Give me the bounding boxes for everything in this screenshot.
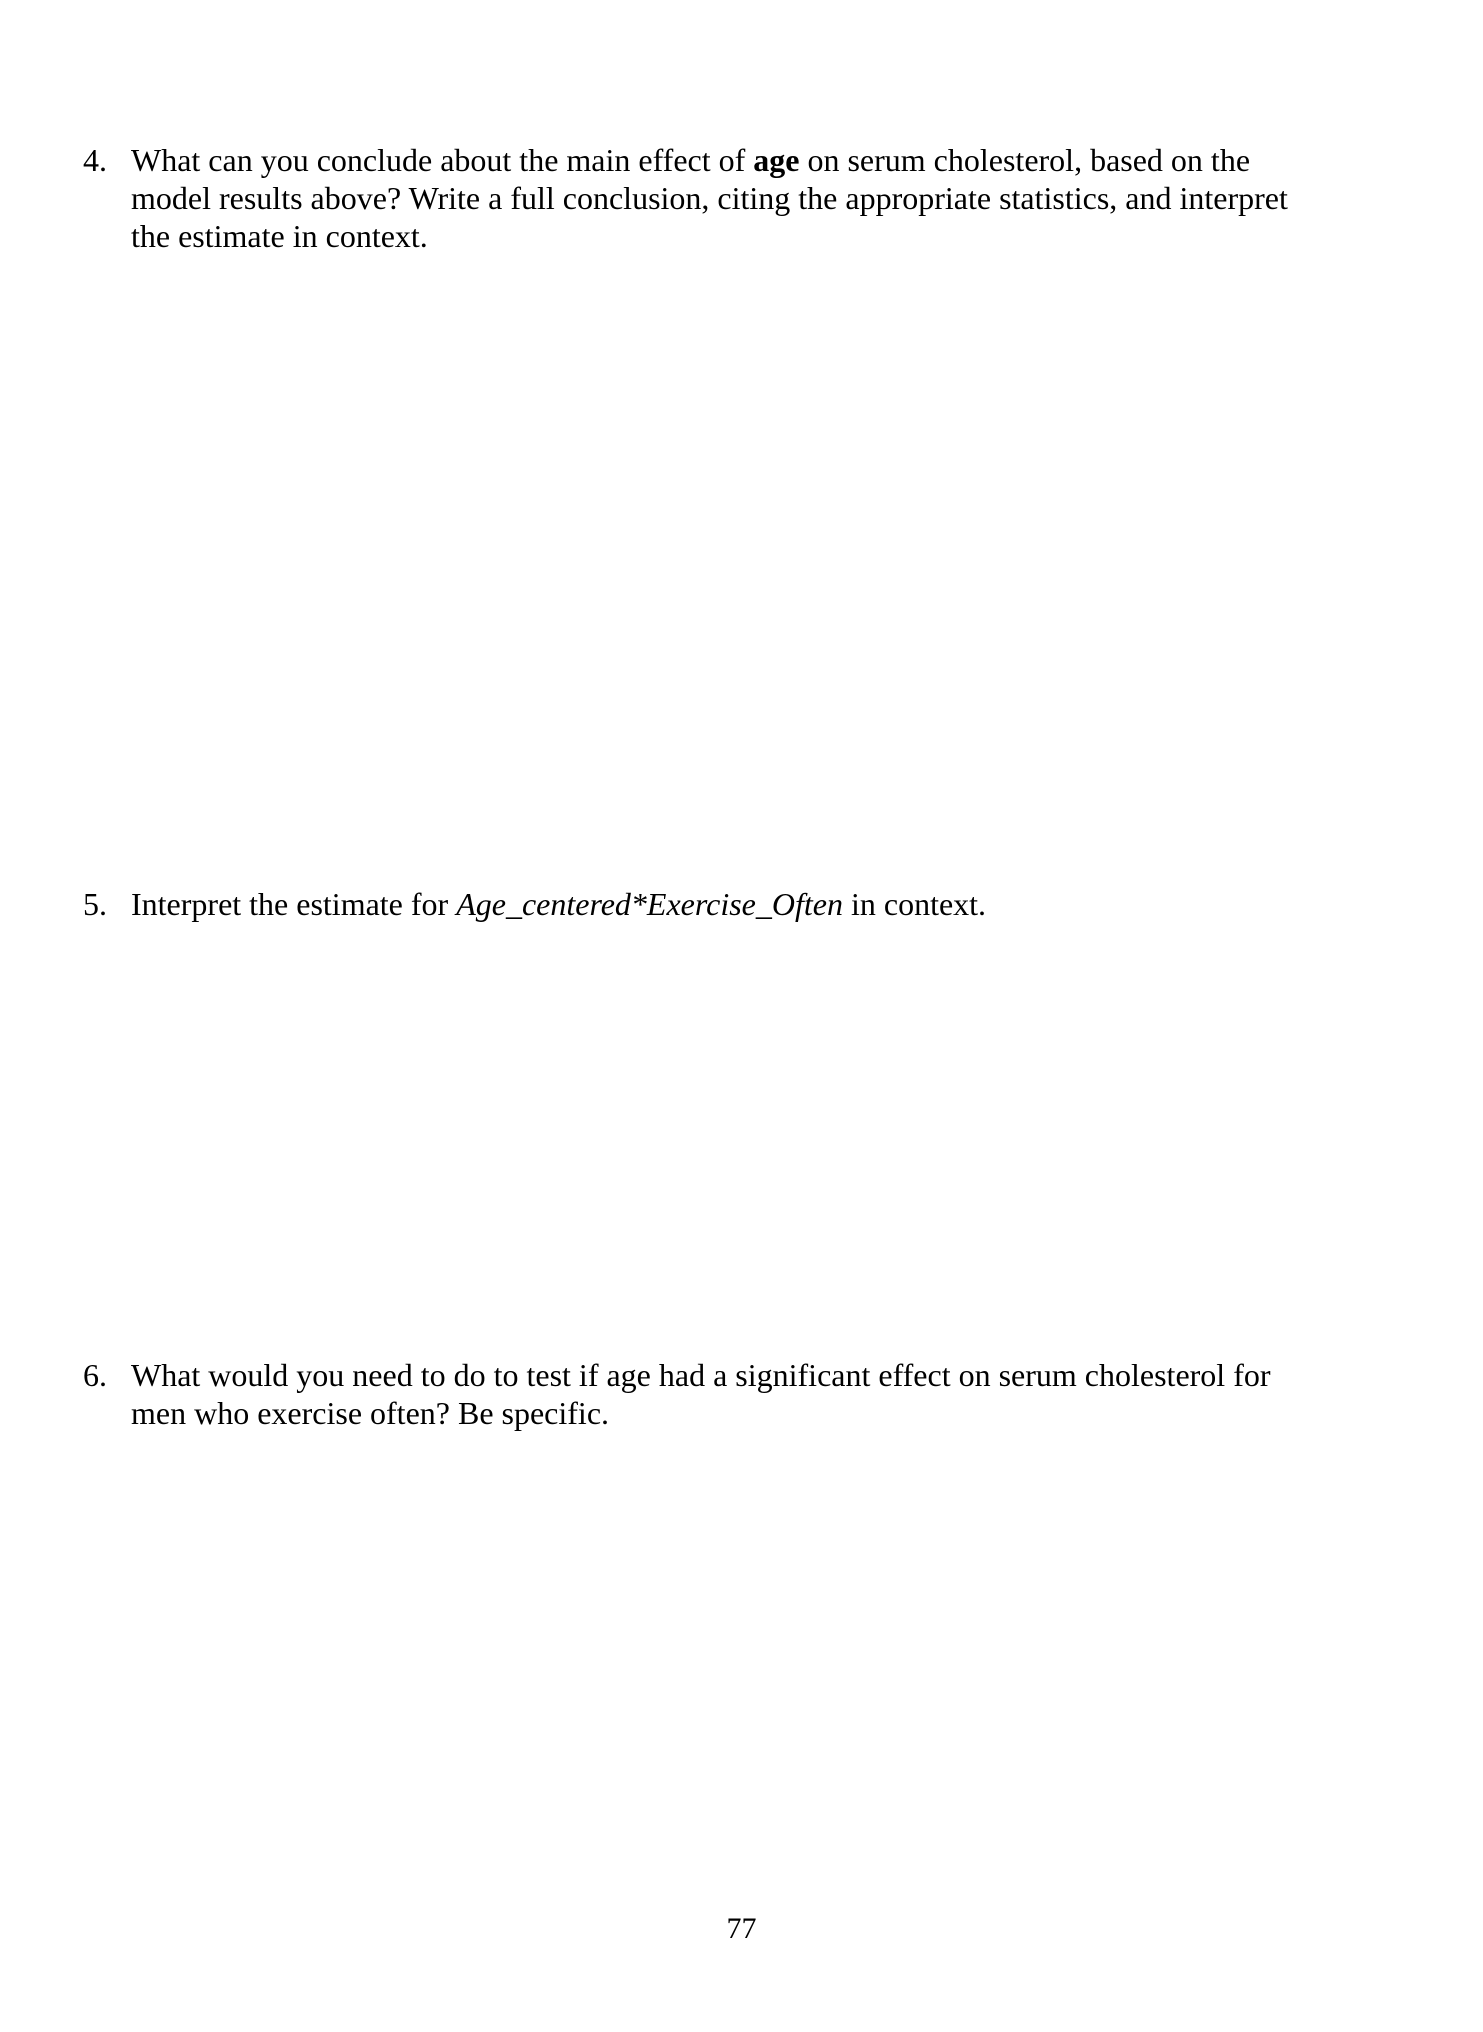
question-emphasis-age: age [753,142,800,178]
question-text: What would you need to do to test if age had a significant effect on serum cholesterol for men who exercise often? Be specific. [131,1357,1271,1431]
page-number: 77 [726,1912,757,1945]
question-6 [83,1356,1333,1432]
question-text-part: What can you conclude about the main effect of [131,142,754,178]
question-number: 4. [83,142,107,178]
question-number: 6. [83,1357,107,1393]
question-text [131,141,1333,255]
question-5 [83,885,1333,923]
question-emphasis-variable: Age_centered*Exercise_Often [456,886,843,922]
question-text-part: on serum cholesterol, based on the model results above? Write a full conclusion, citing the appropriate statistics, and interpret the estimate in context. [131,142,1288,254]
question-text [131,885,1333,923]
question-number: 5. [83,886,107,922]
question-text-part: Interpret the estimate for [131,886,457,922]
question-text-part: in context. [842,886,987,922]
question-4 [83,141,1333,255]
